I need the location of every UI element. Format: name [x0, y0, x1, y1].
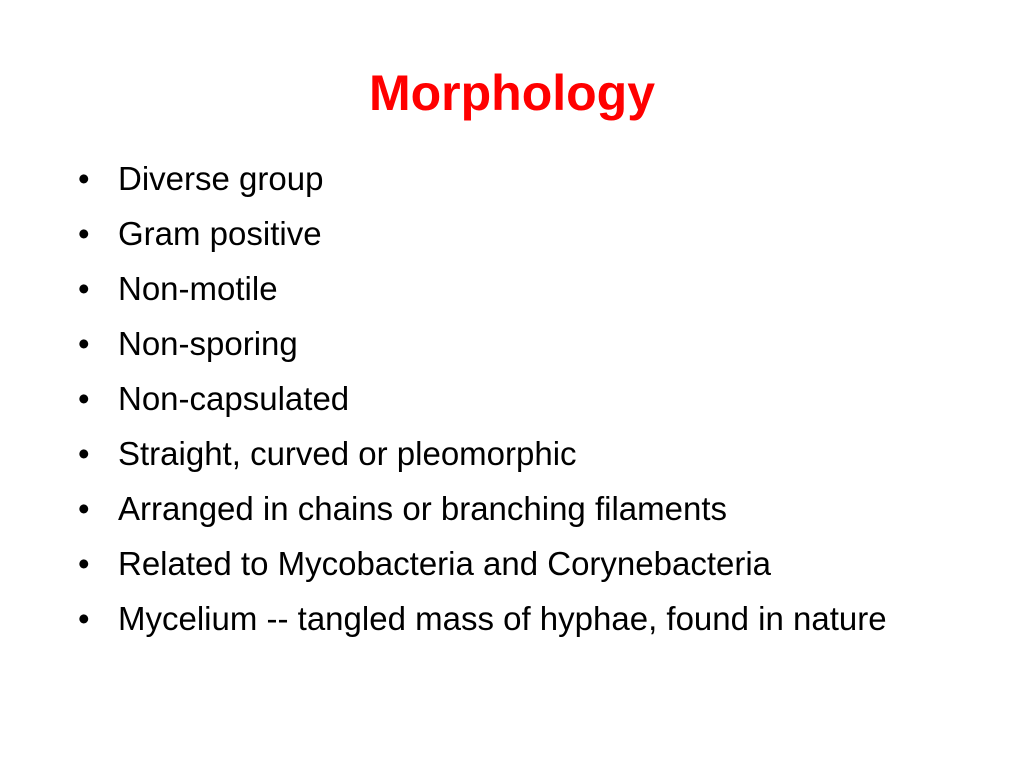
bullet-item — [78, 429, 958, 477]
bullet-icon: • — [78, 160, 90, 197]
bullet-text: Non-sporing — [118, 325, 298, 362]
bullet-icon: • — [78, 270, 90, 307]
bullet-text: Straight, curved or pleomorphic — [118, 435, 577, 472]
bullet-item — [78, 374, 958, 422]
bullet-item — [78, 209, 958, 257]
bullet-icon: • — [78, 435, 90, 472]
bullet-text: Non-capsulated — [118, 380, 350, 417]
bullet-item — [78, 264, 958, 312]
bullet-icon: • — [78, 380, 90, 417]
bullet-icon: • — [78, 215, 90, 252]
bullet-icon: • — [78, 490, 90, 527]
bullet-text: Gram positive — [118, 215, 322, 252]
bullet-item — [78, 539, 958, 587]
bullet-item — [78, 154, 958, 202]
bullet-text: Related to Mycobacteria and Corynebacteria — [118, 545, 772, 582]
bullet-item — [78, 484, 958, 532]
slide-title: Morphology — [368, 65, 656, 121]
bullet-icon: • — [78, 545, 90, 582]
bullet-icon: • — [78, 325, 90, 362]
bullet-item — [78, 319, 958, 367]
bullet-list — [78, 154, 958, 642]
bullet-icon: • — [78, 600, 90, 637]
bullet-item — [78, 594, 958, 642]
bullet-text: Mycelium -- tangled mass of hyphae, found in nature — [118, 600, 887, 637]
bullet-text: Arranged in chains or branching filaments — [118, 490, 728, 527]
bullet-text: Non-motile — [118, 270, 278, 307]
bullet-text: Diverse group — [118, 160, 324, 197]
